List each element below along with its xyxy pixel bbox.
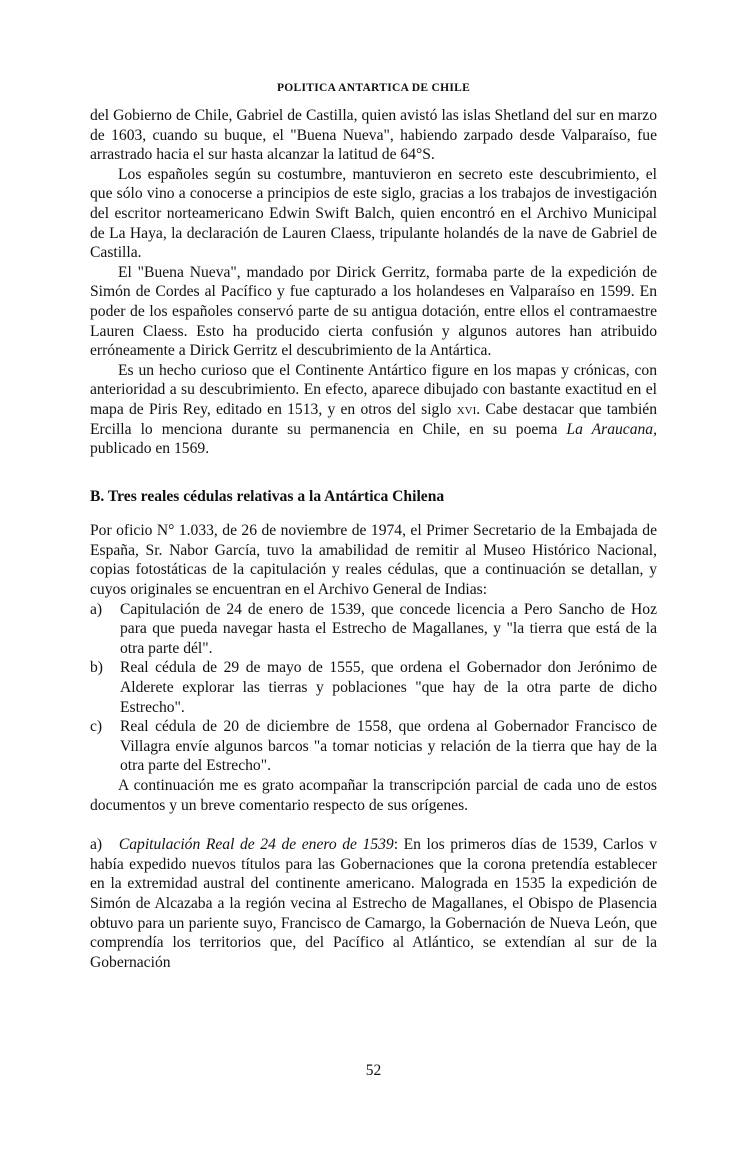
list-item-label: a): [90, 600, 103, 618]
list-item: [90, 717, 657, 776]
poem-title: La Araucana,: [566, 420, 657, 438]
section-heading: B. Tres reales cédulas relativas a la Antártica Chilena: [90, 487, 445, 505]
list-item-label: b): [90, 659, 103, 677]
list-item: [90, 658, 657, 717]
list-item-text: Capitulación de 24 de enero de 1539, que concede licencia a Pero Sancho de Hoz para que pueda navegar hasta el Estrecho de Magallanes, y "la tierra que está de la otra parte dél".: [120, 600, 657, 657]
paragraph-text: . Cabe destacar que también Ercilla lo menciona durante su permanencia en Chile, en su poema: [90, 400, 658, 438]
section-intro: Por oficio N° 1.033, de 26 de noviembre de 1974, el Primer Secretario de la Embajada de España, Sr. Nabor García, tuvo la amabilidad de remitir al Museo Histórico Nacional, copias fotostáticas de la capitulación y reales cédulas, que a continuación se detallan, y cuyos originales se encuentran en el Archivo General de Indias:: [90, 522, 657, 599]
running-head: POLITICA ANTARTICA DE CHILE: [276, 82, 471, 94]
final-italic-title: Capitulación Real de 24 de enero de 1539: [118, 836, 394, 854]
century-numeral: xvi: [456, 400, 477, 418]
paragraph-text: Es un hecho curioso que el Continente Antártico figure en los mapas y crónicas, con anterioridad a su descubrimiento. En efecto, aparece dibujado con bastante exactitud en el mapa de Piris Rey, editado en 1513, y en otros del siglo: [90, 361, 657, 418]
page-number: 52: [365, 1062, 382, 1079]
closing-intro: A continuación me es grato acompañar la transcripción parcial de cada uno de estos documentos y un breve comentario respecto de sus orígenes.: [90, 777, 657, 814]
paragraph: Los españoles según su costumbre, mantuvieron en secreto este descubrimiento, el que sólo vino a conocerse a principios de este siglo, gracias a los trabajos de investigación del escritor norteamericano Edwin Swift Balch, quien encontró en el Archivo Municipal de La Haya, la declaración de Lauren Claess, tripulante holandés de la nave de Gabriel de Castilla.: [90, 165, 657, 262]
list-item: [90, 600, 657, 659]
paragraph: El "Buena Nueva", mandado por Dirick Gerritz, formaba parte de la expedición de Simón de Cordes al Pacífico y fue capturado a los holandeses en Valparaíso en 1599. En poder de los españoles conservó parte de su antigua dotación, entre ellos el contramaestre Lauren Claess. Esto ha producido cierta confusión y algunos autores han atribuido erróneamente a Dirick Gerritz el descubrimiento de la Antártica.: [90, 263, 657, 360]
list-item-text: Real cédula de 29 de mayo de 1555, que ordena el Gobernador don Jerónimo de Alderete explorar las tierras y poblaciones "que hay de la otra parte de dicho Estrecho".: [120, 659, 657, 716]
paragraph: del Gobierno de Chile, Gabriel de Castilla, quien avistó las islas Shetland del sur en marzo de 1603, cuando su buque, el "Buena Nueva", habiendo zarpado desde Valparaíso, fue arrastrado hacia el sur hasta alcanzar la latitud de 64°S.: [90, 107, 657, 164]
paragraph: [90, 361, 657, 459]
list-item-label: c): [90, 718, 103, 736]
paragraph-text: publicado en 1569.: [90, 440, 210, 458]
final-label: a): [90, 836, 103, 854]
list-item-text: Real cédula de 20 de diciembre de 1558, que ordena al Gobernador Francisco de Villagra envíe algunos barcos "a tomar noticias y relación de la tierra que hay de la otra parte del Estrecho".: [120, 718, 657, 775]
final-paragraph: [90, 835, 657, 972]
final-text: : En los primeros días de 1539, Carlos v había expedido nuevos títulos para las Gobernaciones que la corona pretendía establecer en la extremidad austral del continente americano. Malograda en 1535 la expedición de Simón de Alcazaba a la región vecina al Estrecho de Magallanes, el Obispo de Plasencia obtuvo para un pariente suyo, Francisco de Camargo, la Gobernación de Nueva León, que comprendía los territorios que, del Pacífico al Atlántico, se extendían al sur de la Gobernación: [90, 836, 657, 971]
page-body: [90, 106, 657, 972]
